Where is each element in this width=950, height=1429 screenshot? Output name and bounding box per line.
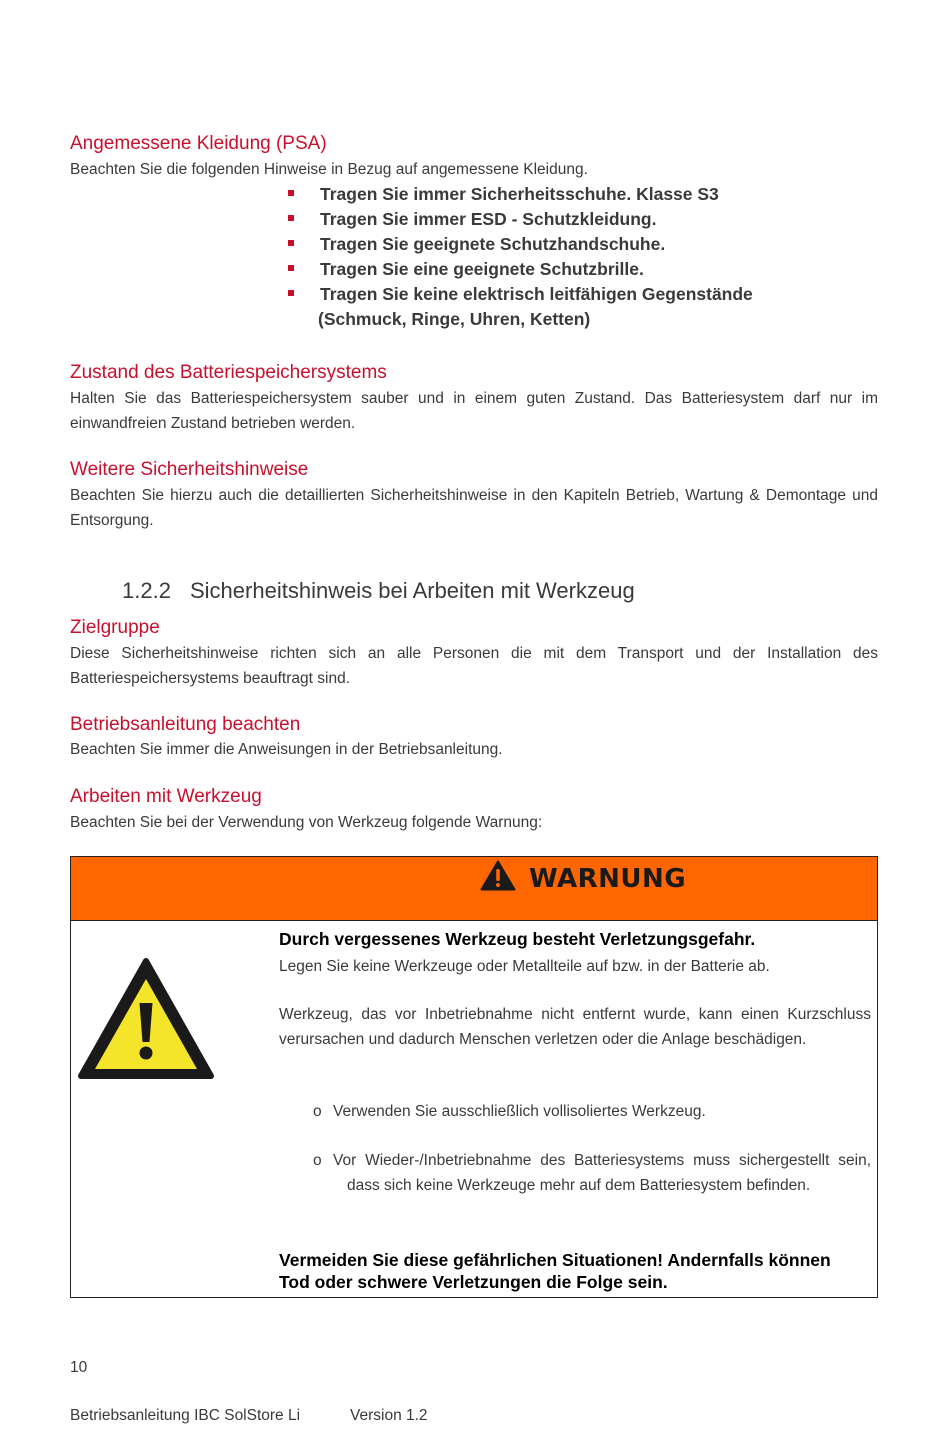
tools-text: Beachten Sie bei der Verwendung von Werkzeug folgende Warnung: [70,814,543,831]
list-item: Verwenden Sie ausschließlich vollisoliertes Werkzeug. [333,1103,706,1120]
bullet-square-icon [288,240,294,246]
section-title: Sicherheitshinweis bei Arbeiten mit Werkzeug [190,578,635,603]
heading-manual: Betriebsanleitung beachten [70,714,301,735]
warning-paragraph-1: Legen Sie keine Werkzeuge oder Metallteile auf bzw. in der Batterie ab. [279,958,770,975]
list-item-continuation: (Schmuck, Ringe, Uhren, Ketten) [318,309,591,329]
bullet-circle-icon: o [313,1103,322,1120]
warning-title: Durch vergessenes Werkzeug besteht Verletzungsgefahr. [279,929,756,949]
heading-target-group: Zielgruppe [70,617,160,638]
list-item: Vor Wieder-/Inbetriebnahme des Batteriesystems muss sichergestellt sein, dass sich keine Werkzeuge mehr auf dem Batteriesystem befinden. [333,1152,871,1194]
heading-clothing: Angemessene Kleidung (PSA) [70,133,327,154]
heading-condition: Zustand des Batteriespeichersystems [70,362,387,383]
condition-text: Halten Sie das Batteriespeichersystem sauber und in einem guten Zustand. Das Batteriesystem darf nur im einwandfreien Zustand betrieben werden. [70,390,878,432]
warning-footer: Vermeiden Sie diese gefährlichen Situationen! Andernfalls können Tod oder schwere Verletzungen die Folge sein. [279,1250,831,1292]
footer-doc-title: Betriebsanleitung IBC SolStore Li [70,1407,301,1424]
warning-paragraph-2: Werkzeug, das vor Inbetriebnahme nicht entfernt wurde, kann einen Kurzschluss verursachen und dadurch Menschen verletzen oder die Anlage beschädigen. [279,1006,871,1048]
warning-sign-icon [77,957,215,1081]
further-safety-text: Beachten Sie hierzu auch die detaillierten Sicherheitshinweise in den Kapiteln Betrieb, Wartung & Demontage und Entsorgung. [70,487,878,529]
warning-triangle-icon [480,860,516,891]
page-number: 10 [70,1359,88,1376]
warning-header-bar [71,857,877,921]
warning-label: WARNUNG [529,864,687,894]
bullet-circle-icon: o [313,1152,322,1169]
heading-further-safety: Weitere Sicherheitshinweise [70,459,309,480]
clothing-intro: Beachten Sie die folgenden Hinweise in Bezug auf angemessene Kleidung. [70,161,588,178]
bullet-square-icon [288,215,294,221]
manual-text: Beachten Sie immer die Anweisungen in der Betriebsanleitung. [70,741,503,758]
footer-version: Version 1.2 [350,1407,428,1424]
target-group-text: Diese Sicherheitshinweise richten sich an alle Personen die mit dem Transport und der Installation des Batteriespeichersystems beauftragt sind. [70,645,878,687]
bullet-square-icon [288,290,294,296]
warning-box [70,856,878,1298]
heading-tools: Arbeiten mit Werkzeug [70,786,262,807]
bullet-square-icon [288,190,294,196]
section-number: 1.2.2 [122,578,171,603]
bullet-square-icon [288,265,294,271]
